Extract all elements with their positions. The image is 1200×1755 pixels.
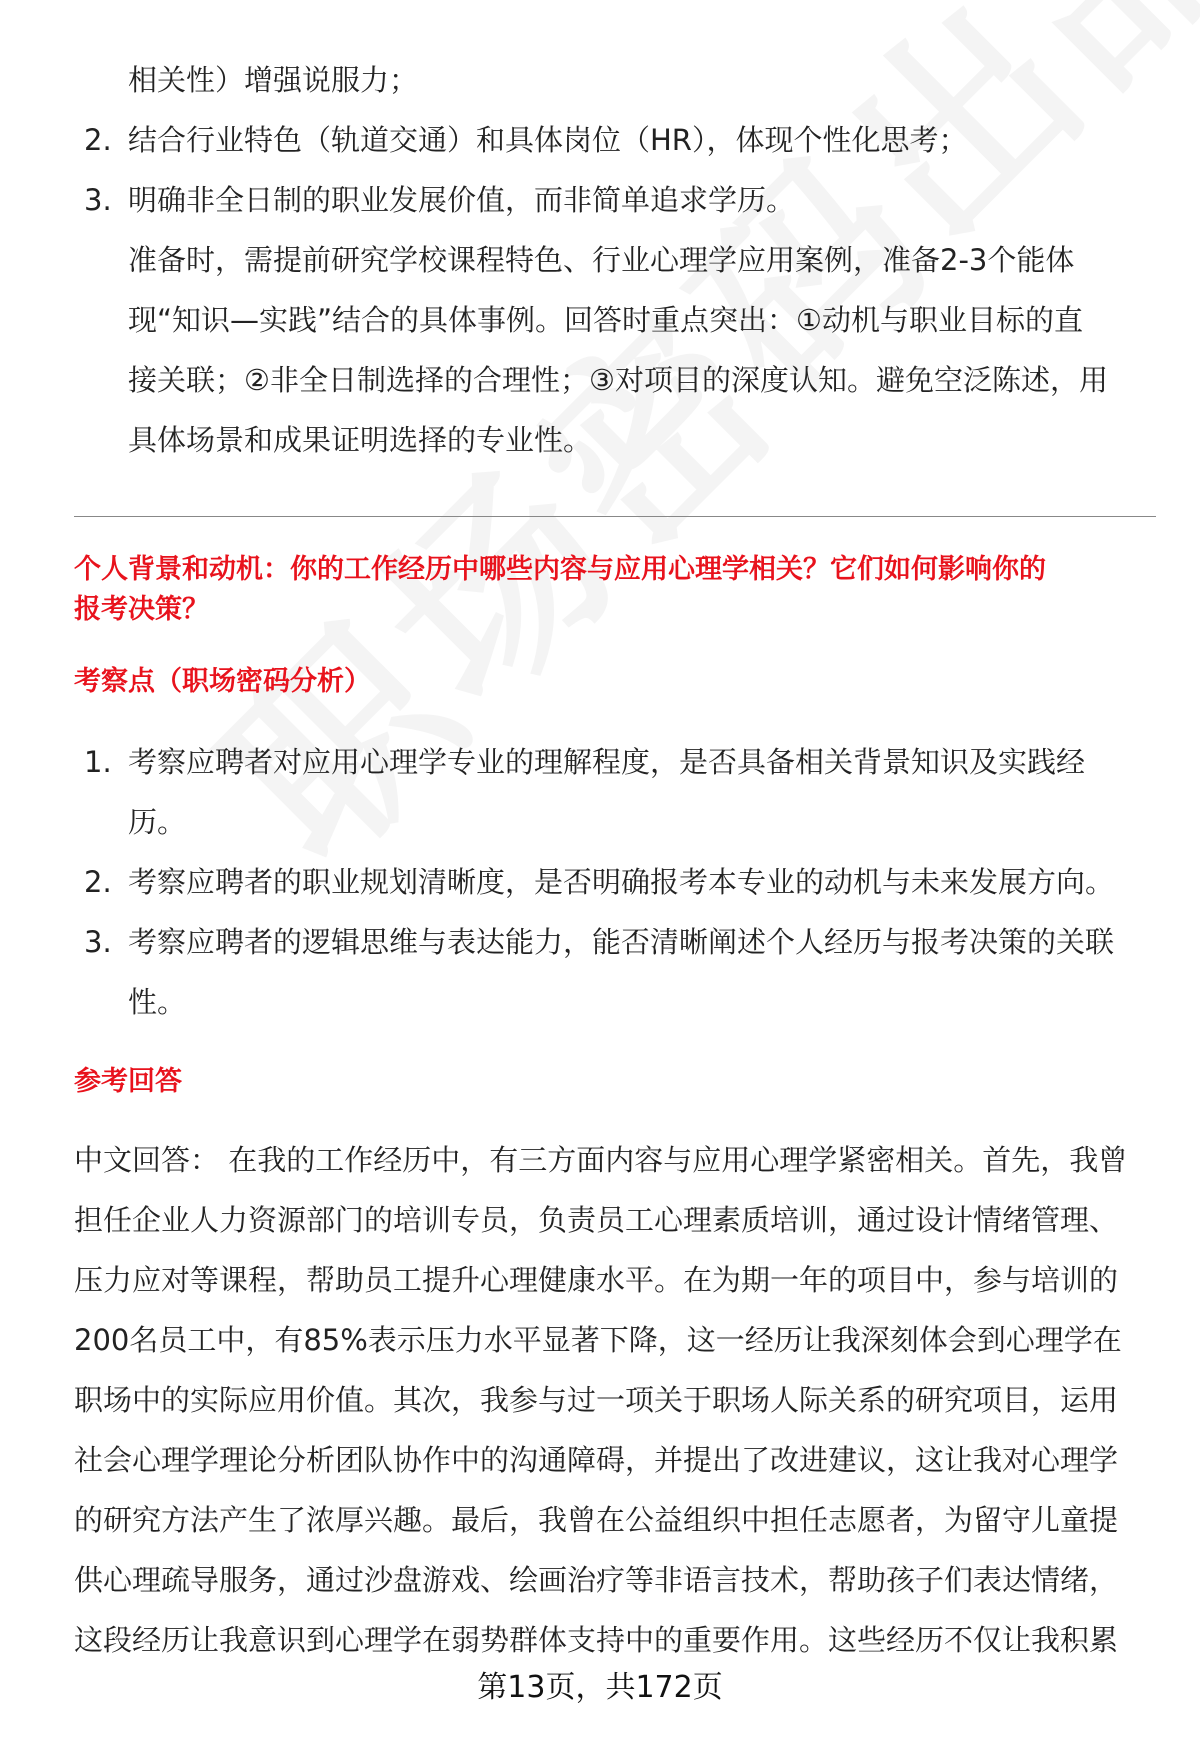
reference-answer-body xyxy=(74,1130,1164,1670)
answer-line: 担任企业人力资源部门的培训专员，负责员工心理素质培训，通过设计情绪管理、 xyxy=(74,1203,1119,1237)
question-heading xyxy=(74,550,1164,630)
list-number: 2. xyxy=(84,123,112,157)
page-number: 第13页，共172页 xyxy=(477,1670,723,1705)
list-number: 1. xyxy=(84,745,112,779)
note-line: 现“知识—实践”结合的具体事例。回答时重点突出：①动机与职业目标的直 xyxy=(128,303,1084,337)
list-item-text: 明确非全日制的职业发展价值，而非简单追求学历。 xyxy=(128,183,796,217)
list-number: 3. xyxy=(84,183,112,217)
list-item-text: 结合行业特色（轨道交通）和具体岗位（HR），体现个性化思考； xyxy=(128,123,968,157)
list-item-text: 性。 xyxy=(128,985,187,1019)
answer-line: 200名员工中，有85%表示压力水平显著下降，这一经历让我深刻体会到心理学在 xyxy=(74,1323,1122,1357)
answer-line: 的研究方法产生了浓厚兴趣。最后，我曾在公益组织中担任志愿者，为留守儿童提 xyxy=(74,1503,1119,1537)
continuation-item-3 xyxy=(74,170,1164,230)
list-item-text: 考察应聘者对应用心理学专业的理解程度，是否具备相关背景知识及实践经 xyxy=(128,745,1086,779)
exam-point-1 xyxy=(74,732,1164,852)
answer-line: 职场中的实际应用价值。其次，我参与过一项关于职场人际关系的研究项目，运用 xyxy=(74,1383,1119,1417)
exam-point-2 xyxy=(74,852,1164,912)
list-number: 3. xyxy=(84,925,112,959)
list-item-text: 考察应聘者的职业规划清晰度，是否明确报考本专业的动机与未来发展方向。 xyxy=(128,865,1115,899)
note-line: 准备时，需提前研究学校课程特色、行业心理学应用案例，准备2-3个能体 xyxy=(128,243,1075,277)
note-line: 具体场景和成果证明选择的专业性。 xyxy=(128,423,593,457)
exam-point-3 xyxy=(74,912,1164,1032)
reference-answer-heading: 参考回答 xyxy=(74,1066,182,1097)
question-line: 个人背景和动机：你的工作经历中哪些内容与应用心理学相关？它们如何影响你的 xyxy=(74,554,1046,585)
list-item-text: 考察应聘者的逻辑思维与表达能力，能否清晰阐述个人经历与报考决策的关联 xyxy=(128,925,1115,959)
answer-line: 社会心理学理论分析团队协作中的沟通障碍，并提出了改进建议，这让我对心理学 xyxy=(74,1443,1119,1477)
answer-line: 这段经历让我意识到心理学在弱势群体支持中的重要作用。这些经历不仅让我积累 xyxy=(74,1623,1119,1657)
continuation-item-2 xyxy=(74,110,1164,170)
section-divider xyxy=(74,516,1156,517)
answer-line: 中文回答： 在我的工作经历中，有三方面内容与应用心理学紧密相关。首先，我曾 xyxy=(74,1143,1128,1177)
preparation-note xyxy=(74,230,1164,470)
note-line: 接关联；②非全日制选择的合理性；③对项目的深度认知。避免空泛陈述，用 xyxy=(128,363,1108,397)
answer-line: 压力应对等课程，帮助员工提升心理健康水平。在为期一年的项目中，参与培训的 xyxy=(74,1263,1119,1297)
list-item-text: 历。 xyxy=(128,805,187,839)
question-line: 报考决策？ xyxy=(74,594,209,625)
list-number: 2. xyxy=(84,865,112,899)
answer-line: 供心理疏导服务，通过沙盘游戏、绘画治疗等非语言技术，帮助孩子们表达情绪， xyxy=(74,1563,1119,1597)
continuation-line: 相关性）增强说服力； xyxy=(128,63,419,97)
exam-points-heading: 考察点（职场密码分析） xyxy=(74,666,371,697)
